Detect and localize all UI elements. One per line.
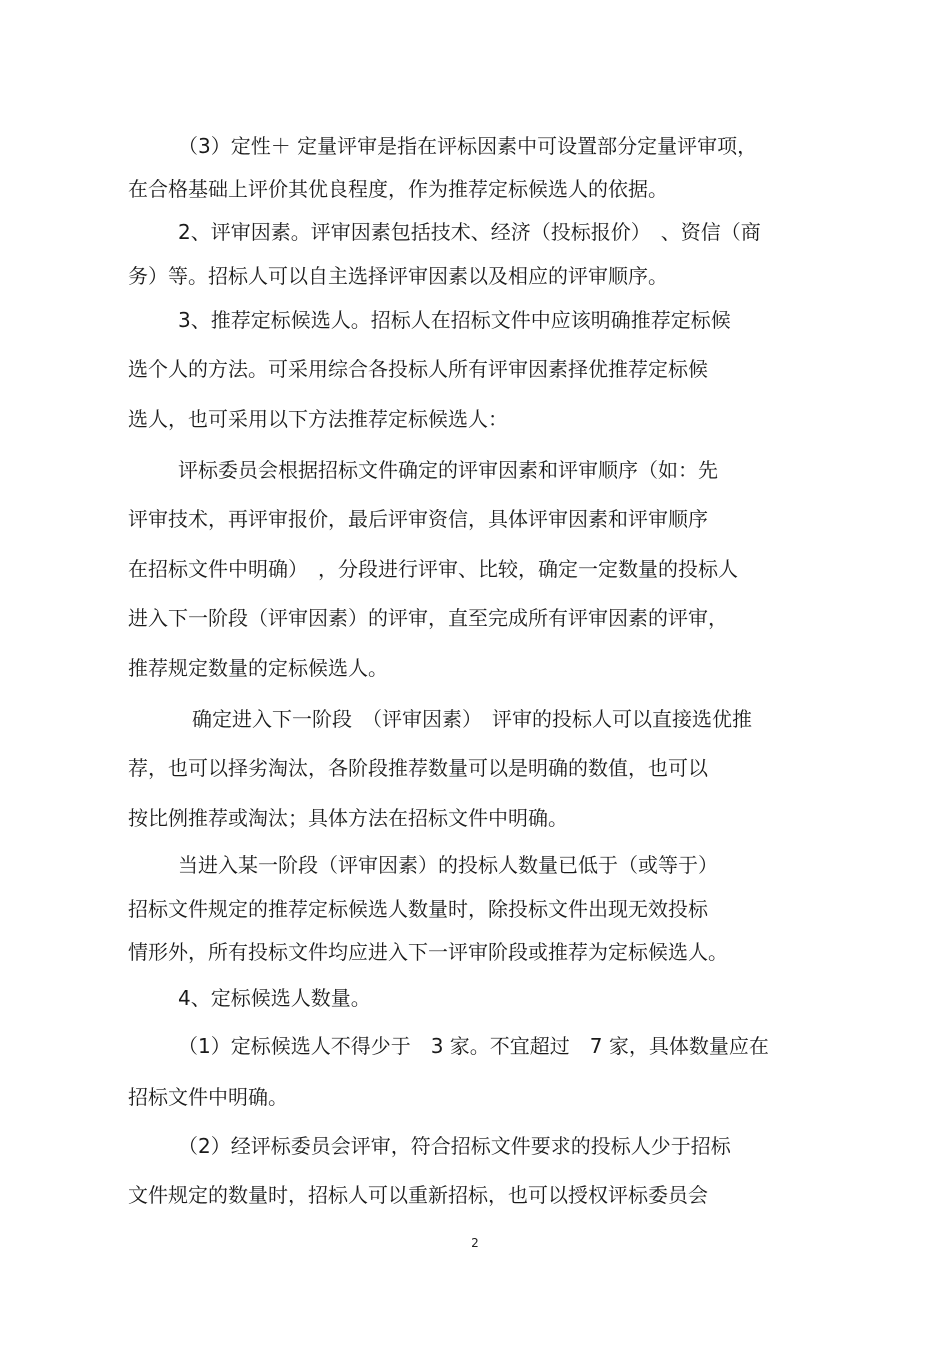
- text-line: 评标委员会根据招标文件确定的评审因素和评审顺序（如：先: [178, 458, 718, 482]
- text-line: 2、评审因素。评审因素包括技术、经济（投标报价） 、资信（商: [178, 220, 761, 244]
- text-line: 招标文件规定的推荐定标候选人数量时，除投标文件出现无效投标: [128, 897, 708, 921]
- text-line: 文件规定的数量时，招标人可以重新招标，也可以授权评标委员会: [128, 1183, 708, 1207]
- text-line: 按比例推荐或淘汰；具体方法在招标文件中明确。: [128, 806, 568, 830]
- text-line: 选人，也可采用以下方法推荐定标候选人：: [128, 407, 508, 431]
- text-line: 进入下一阶段（评审因素）的评审，直至完成所有评审因素的评审，: [128, 606, 728, 630]
- text-line: （1）定标候选人不得少于 3 家。不宜超过 7 家，具体数量应在: [178, 1034, 769, 1058]
- text-line: 3、推荐定标候选人。招标人在招标文件中应该明确推荐定标候: [178, 308, 731, 332]
- text-line: 确定进入下一阶段 （评审因素） 评审的投标人可以直接选优推: [192, 707, 752, 731]
- text-line: 当进入某一阶段（评审因素）的投标人数量已低于（或等于）: [178, 853, 718, 877]
- text-line: 评审技术，再评审报价，最后评审资信，具体评审因素和评审顺序: [128, 507, 708, 531]
- text-line: 推荐规定数量的定标候选人。: [128, 656, 388, 680]
- text-line: 在招标文件中明确） ，分段进行评审、比较，确定一定数量的投标人: [128, 557, 738, 581]
- page-number: 2: [471, 1236, 479, 1250]
- text-line: 务）等。招标人可以自主选择评审因素以及相应的评审顺序。: [128, 264, 668, 288]
- text-line: 荐，也可以择劣淘汰，各阶段推荐数量可以是明确的数值，也可以: [128, 756, 708, 780]
- text-line: 4、定标候选人数量。: [178, 986, 371, 1010]
- text-line: 招标文件中明确。: [128, 1085, 288, 1109]
- text-line: 情形外，所有投标文件均应进入下一评审阶段或推荐为定标候选人。: [128, 940, 728, 964]
- text-line: （2）经评标委员会评审，符合招标文件要求的投标人少于招标: [178, 1134, 731, 1158]
- text-line: 在合格基础上评价其优良程度，作为推荐定标候选人的依据。: [128, 177, 668, 201]
- text-line: 选个人的方法。可采用综合各投标人所有评审因素择优推荐定标候: [128, 357, 708, 381]
- text-line: （3）定性＋ 定量评审是指在评标因素中可设置部分定量评审项，: [178, 134, 758, 158]
